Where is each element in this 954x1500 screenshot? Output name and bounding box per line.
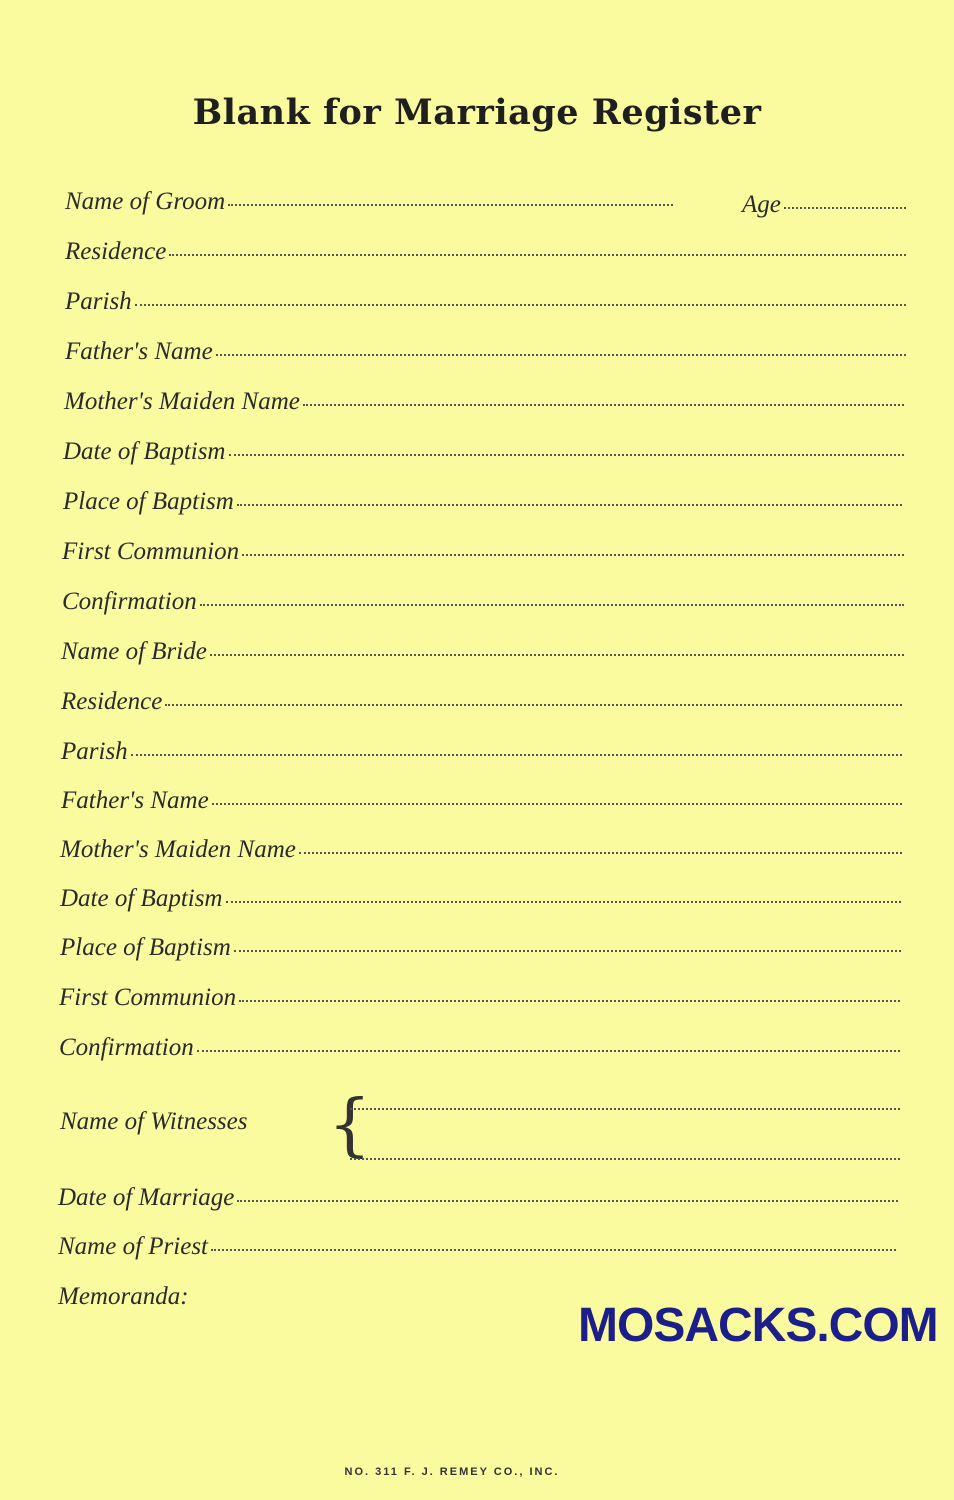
memoranda-row <box>58 1283 358 1315</box>
groom-name-line[interactable] <box>228 204 673 206</box>
bride-mother-line[interactable] <box>299 852 902 854</box>
bride-communion-label: First Communion <box>59 984 237 1011</box>
bride-residence-label: Residence <box>61 688 163 715</box>
bride-parish-row <box>61 738 902 770</box>
groom-baptism-place-line[interactable] <box>237 504 902 506</box>
marriage-date-row <box>58 1184 898 1216</box>
brace-icon: { <box>328 1086 372 1165</box>
memoranda-label: Memoranda: <box>58 1283 189 1310</box>
form-title: Blank for Marriage Register <box>192 92 762 133</box>
bride-baptism-date-row <box>60 885 901 917</box>
bride-mother-row <box>60 836 902 868</box>
bride-name-line[interactable] <box>210 654 904 656</box>
groom-baptism-date-row <box>63 438 904 470</box>
groom-age-line[interactable] <box>784 207 906 209</box>
groom-father-label: Father's Name <box>65 338 213 365</box>
witnesses-label: Name of Witnesses <box>60 1108 248 1135</box>
groom-name-row <box>65 188 673 220</box>
bride-confirmation-row <box>59 1034 900 1066</box>
groom-confirmation-row <box>62 588 904 620</box>
groom-baptism-date-line[interactable] <box>229 454 905 456</box>
bride-parish-line[interactable] <box>131 754 902 756</box>
bride-confirmation-line[interactable] <box>197 1050 900 1052</box>
groom-father-line[interactable] <box>216 354 906 356</box>
bride-father-label: Father's Name <box>61 787 209 814</box>
bride-baptism-place-row <box>60 934 901 966</box>
groom-baptism-place-label: Place of Baptism <box>63 488 234 515</box>
bride-name-row <box>61 638 904 670</box>
bride-baptism-place-line[interactable] <box>234 950 901 952</box>
groom-parish-label: Parish <box>65 288 132 315</box>
marriage-date-label: Date of Marriage <box>58 1184 235 1211</box>
bride-baptism-date-label: Date of Baptism <box>60 885 223 912</box>
groom-mother-label: Mother's Maiden Name <box>64 388 300 415</box>
groom-parish-row <box>65 288 906 320</box>
groom-age-row <box>742 191 906 223</box>
marriage-date-line[interactable] <box>237 1200 898 1202</box>
groom-baptism-date-label: Date of Baptism <box>63 438 226 465</box>
groom-name-label: Name of Groom <box>65 188 226 215</box>
priest-label: Name of Priest <box>58 1233 208 1260</box>
groom-mother-row <box>64 388 904 420</box>
bride-communion-line[interactable] <box>239 1000 900 1002</box>
groom-communion-label: First Communion <box>62 538 240 565</box>
groom-communion-row <box>62 538 904 570</box>
witness-line-1[interactable] <box>350 1108 900 1110</box>
bride-confirmation-label: Confirmation <box>59 1034 194 1061</box>
groom-communion-line[interactable] <box>242 554 904 556</box>
priest-line[interactable] <box>211 1249 896 1251</box>
bride-baptism-place-label: Place of Baptism <box>60 934 231 961</box>
groom-age-label: Age <box>742 191 781 218</box>
witness-line-2[interactable] <box>350 1158 900 1160</box>
bride-parish-label: Parish <box>61 738 128 765</box>
bride-residence-line[interactable] <box>165 704 902 706</box>
bride-father-row <box>61 787 902 819</box>
groom-parish-line[interactable] <box>135 304 906 306</box>
brand-watermark: MOSACKS.COM <box>578 1299 938 1352</box>
groom-mother-line[interactable] <box>303 404 904 406</box>
bride-baptism-date-line[interactable] <box>226 901 902 903</box>
footer-imprint: NO. 311 F. J. REMEY CO., INC. <box>344 1466 560 1478</box>
groom-father-row <box>65 338 906 370</box>
bride-residence-row <box>61 688 902 720</box>
bride-father-line[interactable] <box>212 803 902 805</box>
groom-residence-label: Residence <box>65 238 167 265</box>
bride-communion-row <box>59 984 900 1016</box>
groom-residence-row <box>65 238 906 270</box>
groom-confirmation-label: Confirmation <box>62 588 197 615</box>
witnesses-block <box>58 1086 900 1170</box>
groom-residence-line[interactable] <box>169 254 906 256</box>
groom-confirmation-line[interactable] <box>200 604 904 606</box>
bride-mother-label: Mother's Maiden Name <box>60 836 296 863</box>
priest-row <box>58 1233 896 1265</box>
bride-name-label: Name of Bride <box>61 638 207 665</box>
groom-baptism-place-row <box>63 488 902 520</box>
